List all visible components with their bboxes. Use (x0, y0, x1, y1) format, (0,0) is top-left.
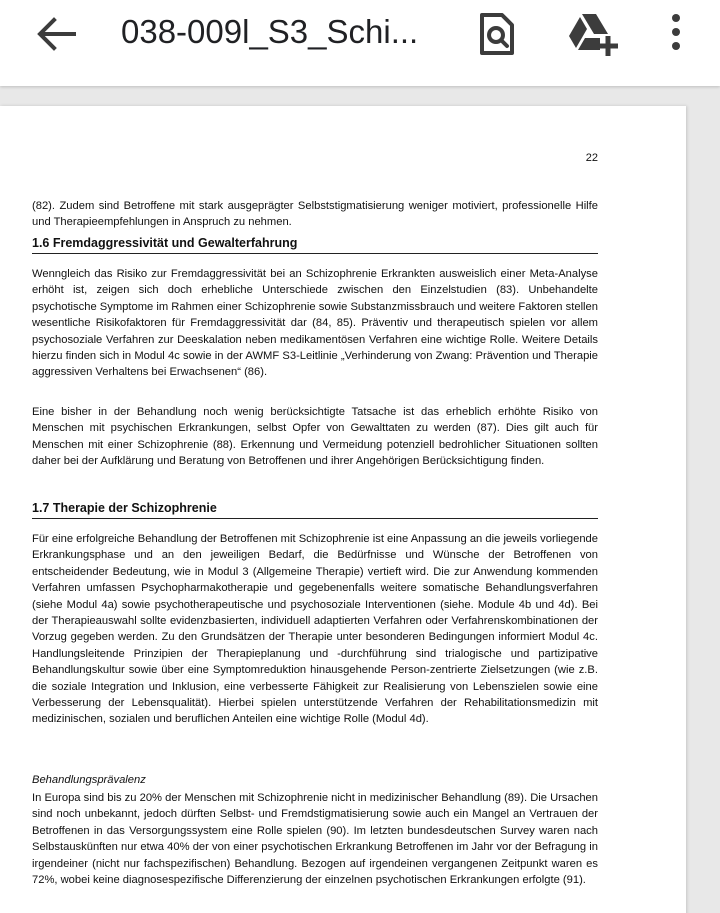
section-heading: 1.7 Therapie der Schizophrenie (32, 501, 598, 519)
app-toolbar (0, 0, 720, 86)
paragraph: Eine bisher in der Behandlung noch wenig berücksichtigte Tatsache ist das erheblich erhöhte Risiko von Menschen mit psychischen Erkrankungen, selbst Opfer von Gewalttaten zu werden (87). Dies gilt auch für Menschen mit einer Schizophrenie (88). Erkennung und Vermeidung potenziell bedrohlicher Situationen sollten daher bei der Aufklärung und Beratung von Betroffenen und ihrer Angehörigen Berücksichtigung finden. (32, 406, 598, 468)
search-in-document-button[interactable] (476, 11, 518, 57)
pdf-page (0, 106, 686, 913)
search-in-document-icon (476, 11, 518, 57)
section-heading: 1.6 Fremdaggressivität und Gewalterfahrung (32, 236, 598, 254)
pdf-viewer[interactable] (0, 86, 720, 913)
paragraph: Wenngleich das Risiko zur Fremdaggressivität bei an Schizophrenie Erkrankten ausweislich einer Meta-Analyse erhöht ist, zeigen sich doch erhebliche Unterschiede zwischen den Einzelstudien (83). Unbehandelte psychotische Symptome im Rahmen einer Schizophrenie sowie Substanzmissbrauch und weitere Faktoren stellen wesentliche Risikofaktoren für Fremdaggressivität dar (84, 85). Präventiv und therapeutisch spielen vor allem psychosoziale Verfahren zur Deeskalation neben medikamentösen Verfahren eine wichtige Rolle. Weitere Details hierzu finden sich in Modul 4c sowie in der AWMF S3-Leitlinie „Verhinderung von Zwang: Prävention und Therapie aggressiven Verhaltens bei Erwachsenen“ (86). (32, 268, 598, 379)
page-number: 22 (585, 152, 598, 164)
subheading: Behandlungsprävalenz (32, 774, 146, 786)
add-to-drive-icon (568, 12, 618, 58)
paragraph: Für eine erfolgreiche Behandlung der Betroffenen mit Schizophrenie ist eine Anpassung an die jeweils vorliegende Erkrankungsphase und an den jeweiligen Bedarf, die Bedürfnisse und Wünsche der Betroffenen von entscheidender Bedeutung, wie in Modul 3 (Allgemeine Therapie) vertieft wird. Die zur Anwendung kommenden Verfahren umfassen Psychopharmakotherapie und gegebenenfalls weitere somatische Behandlungsverfahren (siehe Modul 4a) sowie psychotherapeutische und psychosoziale Interventionen (siehe. Module 4b und 4d). Bei der Therapieauswahl sollte evidenzbasierten, individuell adaptierten Verfahren oder Verfahrenskombinationen der Vorzug gegeben werden. Zu den Grundsätzen der Therapie unter besonderen Bedingungen informiert Modul 4c. Handlungsleitende Prinzipien der Therapieplanung und -durchführung sind trialogische und partizipative Behandlungskultur sowie über eine Symptomreduktion hinausgehende Person-zentrierte Zielsetzungen (wie z.B. die soziale Integration und Inklusion, eine verbesserte Fähigkeit zur Realisierung von Lebenszielen sowie eine Verbesserung der Lebensqualität). Hierbei spielen unterstützende Verfahren der Rehabilitationsmedizin mit medizinischen, sozialen und beruflichen Anteilen eine wichtige Rolle (Modul 4d). (32, 533, 598, 726)
document-title: 038-009l_S3_Schi... (121, 13, 419, 50)
arrow-back-icon (34, 14, 78, 54)
add-to-drive-button[interactable] (568, 12, 618, 58)
paragraph: In Europa sind bis zu 20% der Menschen mit Schizophrenie nicht in medizinischer Behandlung (89). Die Ursachen sind noch unbekannt, jedoch dürften Selbst- und Fremdstigmatisierung sowie auch ein Mangel an Vertrauen der Betroffenen in das Versorgungssystem eine Rolle spielen (90). Im letzten bundesdeutschen Survey waren nach Selbstauskünften nur etwa 40% der von einer psychotischen Erkrankung Betroffenen im Jahr vor der Befragung in irgendeiner (nicht nur fachspezifischen) Behandlung. Bezogen auf irgendeinen vergangenen Zeitpunkt waren es 72%, wobei keine diagnosespezifische Differenzierung der einzelnen psychotischen Erkrankungen erfolgte (91). (32, 792, 598, 887)
more-vertical-icon (664, 12, 688, 56)
more-options-button[interactable] (664, 12, 688, 56)
back-button[interactable] (34, 14, 78, 54)
paragraph: (82). Zudem sind Betroffene mit stark ausgeprägter Selbststigmatisierung weniger motiviert, professionelle Hilfe und Therapieempfehlungen in Anspruch zu nehmen. (32, 200, 598, 229)
